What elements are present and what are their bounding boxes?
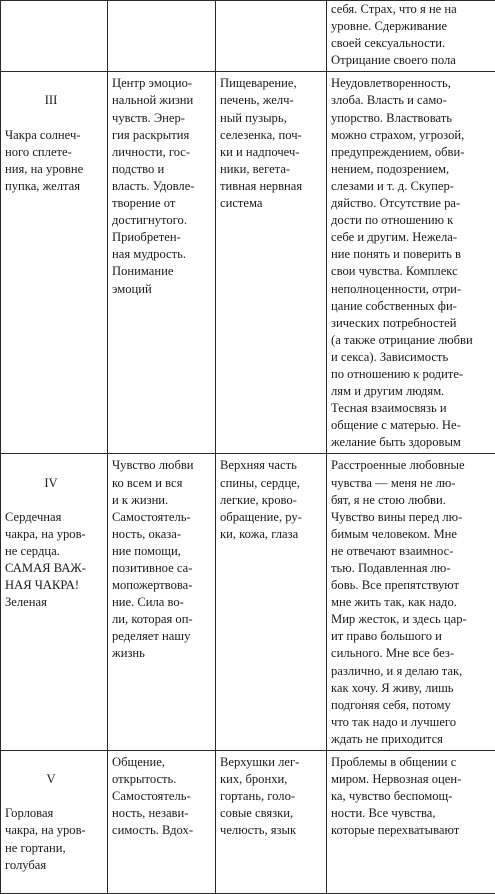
organs-cell [216,1,327,72]
qualities-cell: Чувство любви ко всем и вся и к жизни. Самостоятель- ность, оказа- ние помощи, позитивное са- мопожертвова- ние. Сила во- ли, которая оп- ределяет нашу жизнь [108,454,216,751]
organs-cell: Верхушки лег- ких, бронхи, гортань, голо- совые связки, челюсть, язык [216,751,327,894]
organs-cell: Пищеварение, печень, желч- ный пузырь, селезенка, поч- ки и надпочеч- ники, вегета- тивная нервная система [216,72,327,454]
chakra-name-cell [1,72,108,454]
qualities-cell: Центр эмоцио- нальной жизни чувств. Энер- гия раскрытия личности, гос- подство и власть. Удовле- творение от достигнутого. Приобретен- ная мудрость. Понимание эмоций [108,72,216,454]
problems-cell: себя. Страх, что я не на уровне. Сдерживание своей сексуальности. Отрицание своего пола [327,1,495,72]
table-row [1,751,495,894]
chakra-number: IV [1,475,104,492]
qualities-cell: Общение, открытость. Самостоятель- ность, незави- симость. Вдох- [108,751,216,894]
table-row [1,454,495,751]
problems-cell: Проблемы в общении с миром. Нервозная оцен- ка, чувство беспомощ- ности. Все чувства, которые перехватывают [327,751,495,894]
qualities-cell [108,1,216,72]
problems-cell: Неудовлетворенность, злоба. Власть и само- упорство. Властвовать можно страхом, угрозой, предупреждением, обви- нением, подозрением, слезами и т. д. Скупер- дяйство. Отсутствие ра- дости по отношению к себе и другим. Нежела- ние понять и поверить в свои чувства. Комплекс неполноценности, отри- цание собственных фи- зических потребностей (а также отрицание любви и секса). Зависимость по отношению к родите- лям и другим людям. Тесная взаимосвязь и общение с матерью. Не- желание быть здоровым [327,72,495,454]
chakra-description: Сердечная чакра, на уров- не сердца. САМАЯ ВАЖ- НАЯ ЧАКРА! Зеленая [5,509,103,612]
chakra-number: III [1,92,104,109]
chakra-name-cell [1,454,108,751]
chakra-name-cell [1,1,108,72]
chakra-name-cell [1,751,108,894]
chakra-description: Горловая чакра, на уров- не гортани, голубая [5,805,103,873]
organs-cell: Верхняя часть спины, сердце, легкие, крово- обращение, ру- ки, кожа, глаза [216,454,327,751]
chakra-description: Чакра солнеч- ного сплете- ния, на уровне пупка, желтая [5,127,103,195]
table-row [1,1,495,72]
table-row [1,72,495,454]
problems-cell: Расстроенные любовные чувства — меня не лю- бят, я не стою любви. Чувство вины перед лю- бимым человеком. Мне не отвечают взаимнос- тью. Подавленная лю- бовь. Все препятствуют мне жить так, как надо. Мир жесток, и здесь цар- ит право большого и сильного. Мне все без- различно, и я делаю так, как хочу. Я живу, лишь подгоняя себя, потому что так надо и лучшего ждать не приходится [327,454,495,751]
chakra-number: V [1,771,104,788]
